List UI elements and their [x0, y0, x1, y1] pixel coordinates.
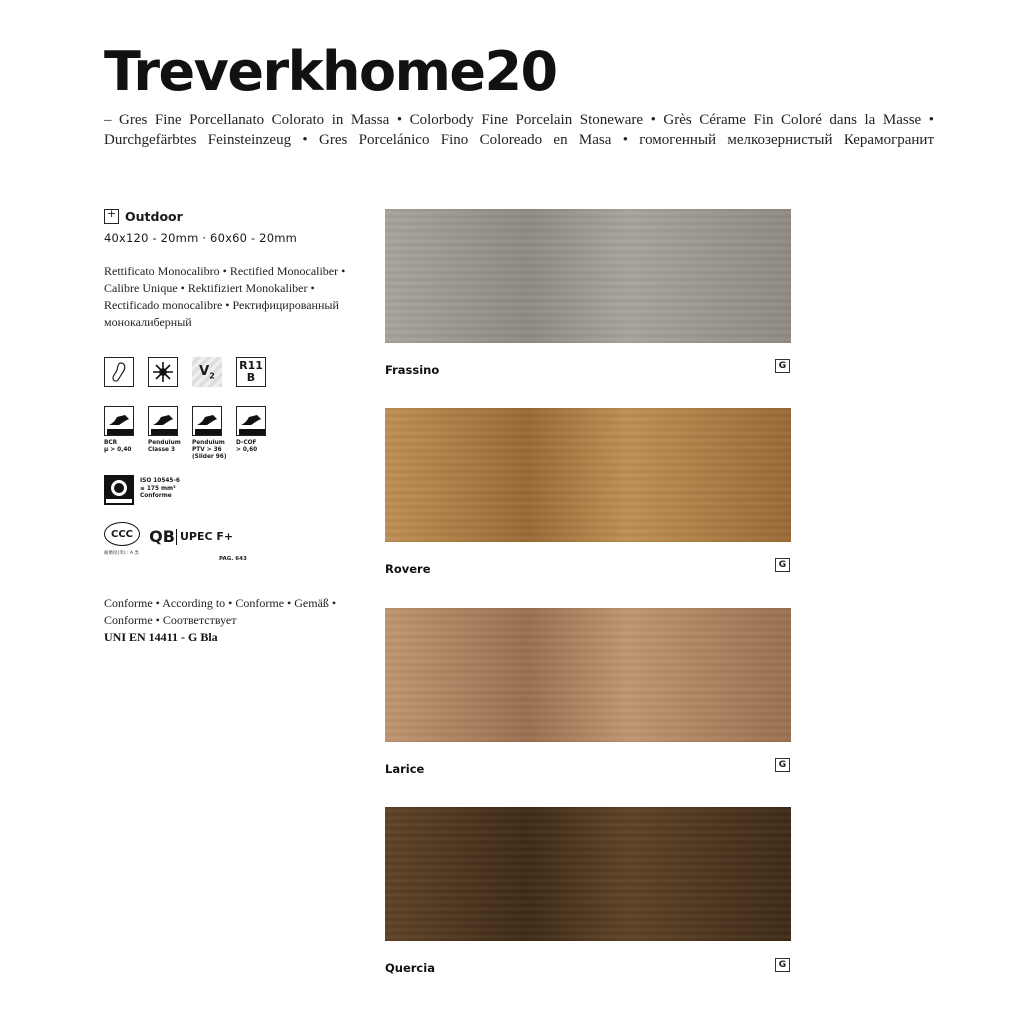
- slip-test-item: [192, 406, 227, 461]
- footprint-icon: [104, 357, 134, 387]
- ccc-caption: 耐磨度(米) : A 类: [104, 551, 139, 556]
- slip-label-1: D-COF: [236, 440, 257, 446]
- slip-test-item: [104, 406, 134, 461]
- slip-label-1: Pendulum: [148, 440, 181, 446]
- pendulum-icon: [192, 406, 222, 436]
- slip-label-2: µ > 0,40: [104, 447, 132, 453]
- tech-icons-row: [104, 357, 266, 387]
- shade-variation-icon: [192, 357, 222, 387]
- slip-test-icon: [104, 406, 134, 436]
- upec-label: UPEC F+: [176, 529, 233, 545]
- slip-rating-badge: [236, 357, 266, 387]
- swatch-name: Larice: [385, 762, 425, 776]
- swatch-name: Frassino: [385, 363, 440, 377]
- r-rating-bottom: B: [246, 371, 256, 384]
- dcof-icon: [236, 406, 266, 436]
- grade-badge: G: [775, 758, 790, 772]
- frost-resistant-icon: [148, 357, 178, 387]
- slip-label-3: (Slider 96): [192, 454, 227, 460]
- qb-upec-mark: [148, 522, 247, 562]
- grade-badge: G: [775, 359, 790, 373]
- usage-row: [104, 209, 369, 224]
- conformity-text: Conforme • According to • Conforme • Gemäß • Conforme • Соответствует: [104, 596, 337, 627]
- grade-badge: G: [775, 958, 790, 972]
- swatch-name: Rovere: [385, 562, 431, 576]
- swatch-name: Quercia: [385, 961, 435, 975]
- slip-label-1: Pendulum: [192, 440, 225, 446]
- conformity-block: [104, 595, 369, 646]
- material-description: – Gres Fine Porcellanato Colorato in Massa • Colorbody Fine Porcelain Stoneware • Grès Cérame Fin Coloré dans la Masse • Durchgefärbtes Feinsteinzeug • Gres Porcelánico Fino Coloreado en Masa • гомогенный мелкозернистый Керамогранит: [104, 112, 934, 148]
- slip-label-2: Classe 3: [148, 447, 176, 453]
- ccc-mark: [104, 522, 142, 556]
- certification-logos: [104, 522, 247, 562]
- v-rating: V: [199, 363, 210, 379]
- slip-test-item: [148, 406, 181, 461]
- slip-tests-row: [104, 406, 266, 461]
- pendulum-icon: [148, 406, 178, 436]
- slip-label-2: > 0,60: [236, 447, 258, 453]
- swatch-rovere: [385, 408, 791, 542]
- iso-line-1: ISO 10545-6: [140, 478, 180, 484]
- page-reference: PAG. 643: [219, 556, 247, 562]
- iso-line-2: ≤ 175 mm³: [140, 485, 176, 492]
- v-rating-sub: 2: [209, 371, 215, 381]
- iso-line-3: Conforme: [140, 493, 172, 499]
- iso-abrasion-block: [104, 475, 180, 505]
- swatch-frassino: [385, 209, 791, 343]
- usage-label: Outdoor: [125, 209, 183, 224]
- page-title: Treverkhome20: [104, 40, 557, 103]
- swatch-quercia: [385, 807, 791, 941]
- outdoor-icon: [104, 209, 119, 224]
- ccc-logo: CCC: [104, 522, 140, 546]
- conformity-standard: UNI EN 14411 - G Bla: [104, 630, 218, 644]
- rectified-text: Rettificato Monocalibro • Rectified Monocaliber • Calibre Unique • Rektifiziert Monokaliber • Rectificado monocalibre • Ректифицированный монокалиберный: [104, 264, 346, 329]
- slip-test-item: [236, 406, 266, 461]
- grade-badge: G: [775, 558, 790, 572]
- qb-logo: QB: [149, 527, 175, 546]
- abrasion-icon: [104, 475, 134, 505]
- r-rating-top: R11: [239, 359, 263, 372]
- formats-label: 40x120 - 20mm · 60x60 - 20mm: [104, 231, 298, 245]
- slip-label-2: PTV > 36: [192, 447, 222, 453]
- slip-label-1: BCR: [104, 440, 118, 446]
- swatch-larice: [385, 608, 791, 742]
